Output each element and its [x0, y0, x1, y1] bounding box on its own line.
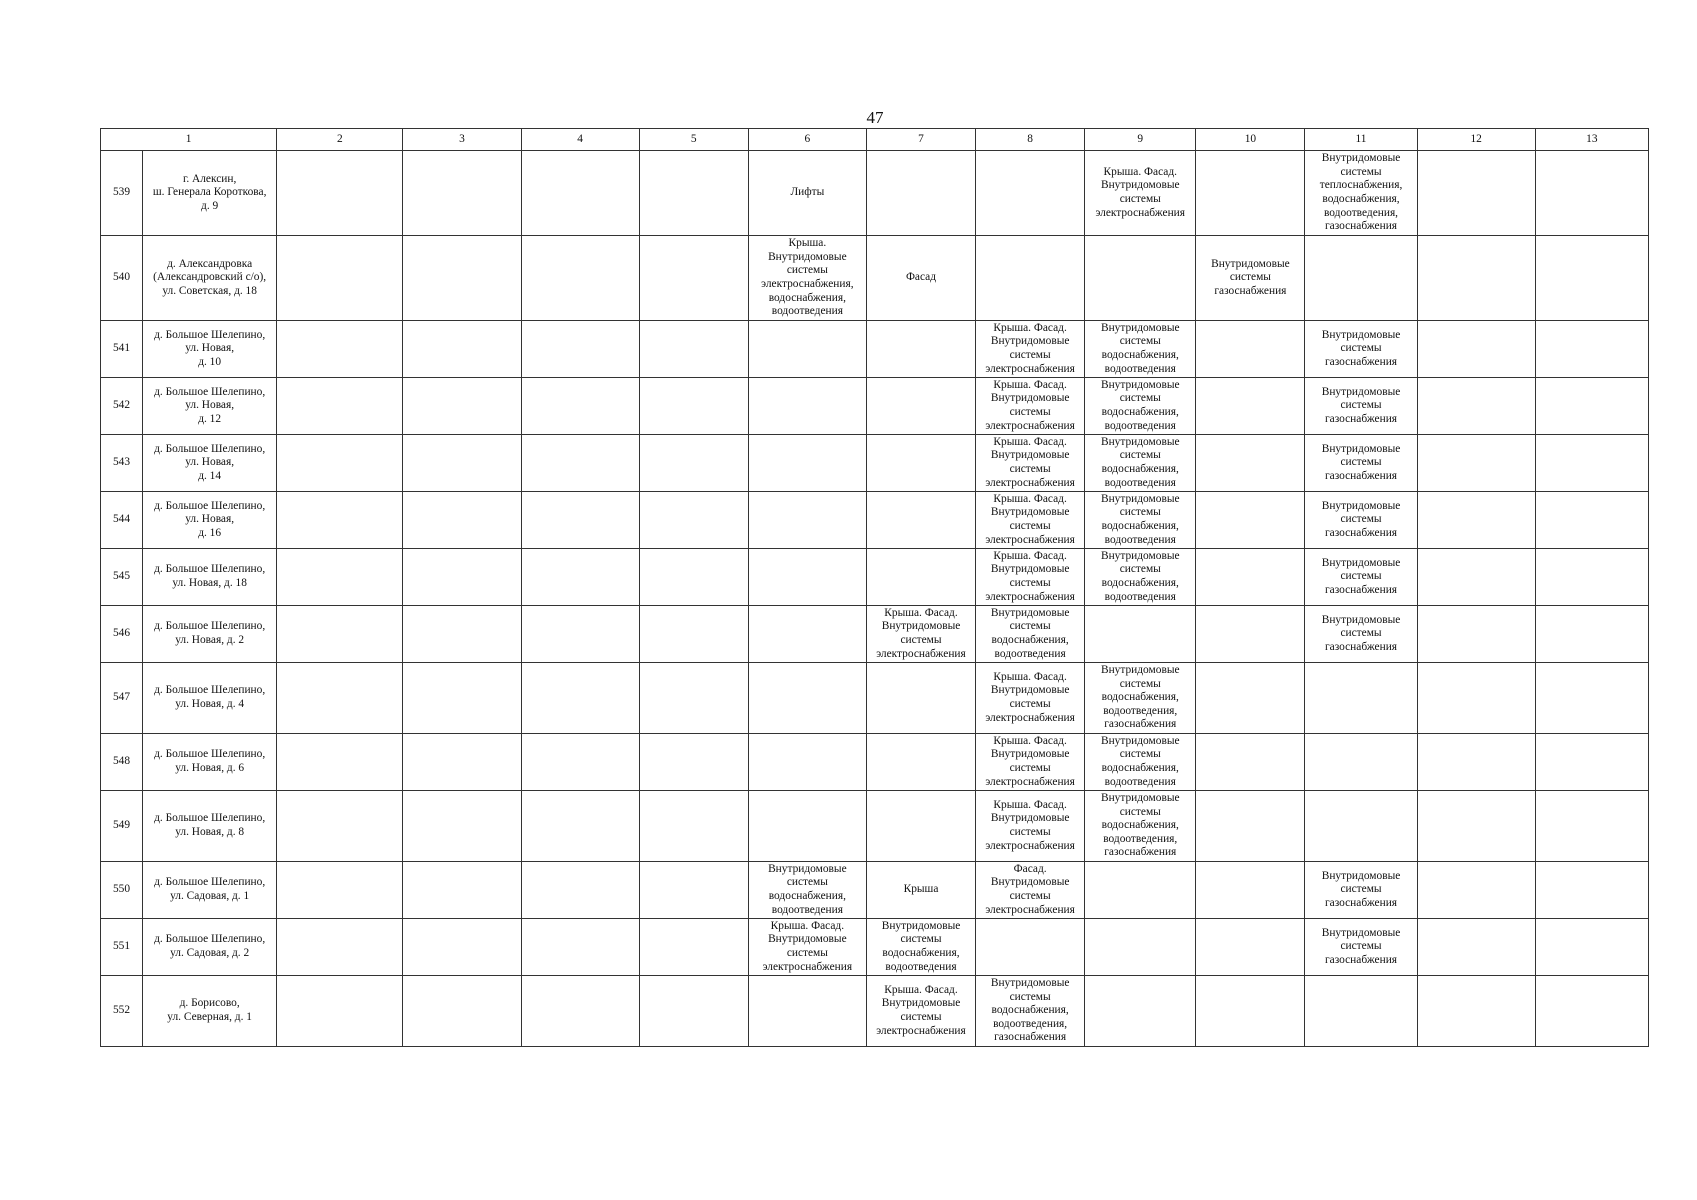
work-type-cell: Крыша. Фасад. Внутридомовые системы электроснабжения	[1085, 151, 1196, 236]
column-header: 5	[639, 129, 748, 151]
work-type-cell: Внутридомовые системы водоснабжения, водоотведения	[1085, 321, 1196, 378]
work-type-cell: Внутридомовые системы водоснабжения, водоотведения	[1085, 435, 1196, 492]
table-row	[101, 791, 1649, 862]
table-row	[101, 236, 1649, 321]
work-type-cell	[1085, 862, 1196, 919]
work-type-cell: Внутридомовые системы водоснабжения, водоотведения, газоснабжения	[1085, 791, 1196, 862]
work-type-cell	[277, 862, 403, 919]
work-type-cell	[1417, 606, 1535, 663]
work-type-cell	[976, 919, 1085, 976]
address-cell: д. Большое Шелепино, ул. Новая, д. 18	[143, 549, 277, 606]
work-type-cell: Крыша. Фасад. Внутридомовые системы электроснабжения	[976, 663, 1085, 734]
work-type-cell: Крыша. Фасад. Внутридомовые системы электроснабжения	[976, 549, 1085, 606]
work-type-cell	[521, 976, 639, 1047]
work-type-cell	[1417, 919, 1535, 976]
work-type-cell	[639, 492, 748, 549]
work-type-cell	[748, 549, 866, 606]
work-type-cell	[1196, 663, 1305, 734]
work-type-cell	[639, 919, 748, 976]
work-type-cell	[866, 549, 975, 606]
work-type-cell: Крыша. Фасад. Внутридомовые системы электроснабжения	[976, 791, 1085, 862]
work-type-cell	[748, 492, 866, 549]
work-type-cell	[403, 919, 521, 976]
work-type-cell	[403, 606, 521, 663]
work-type-cell	[1305, 663, 1417, 734]
work-type-cell	[866, 734, 975, 791]
work-type-cell: Крыша. Фасад. Внутридомовые системы электроснабжения	[976, 734, 1085, 791]
table-row	[101, 606, 1649, 663]
table-row	[101, 663, 1649, 734]
column-header: 10	[1196, 129, 1305, 151]
table-row	[101, 321, 1649, 378]
work-type-cell: Крыша. Фасад. Внутридомовые системы электроснабжения	[976, 435, 1085, 492]
page-number: 47	[866, 108, 884, 127]
work-type-cell	[1535, 734, 1648, 791]
address-cell: д. Большое Шелепино, ул. Новая, д. 14	[143, 435, 277, 492]
work-type-cell	[403, 378, 521, 435]
row-number-cell: 542	[101, 378, 143, 435]
work-type-cell	[748, 321, 866, 378]
work-type-cell	[866, 378, 975, 435]
work-type-cell: Внутридомовые системы газоснабжения	[1305, 862, 1417, 919]
work-type-cell	[976, 236, 1085, 321]
work-type-cell: Внутридомовые системы водоснабжения, водоотведения	[1085, 734, 1196, 791]
column-header: 1	[101, 129, 277, 151]
work-type-cell	[277, 321, 403, 378]
work-type-cell	[1535, 435, 1648, 492]
column-header: 8	[976, 129, 1085, 151]
work-type-cell	[1535, 919, 1648, 976]
column-header: 11	[1305, 129, 1417, 151]
work-type-cell	[1085, 976, 1196, 1047]
table-row	[101, 151, 1649, 236]
work-type-cell	[1196, 976, 1305, 1047]
table-row	[101, 976, 1649, 1047]
address-cell: г. Алексин, ш. Генерала Короткова, д. 9	[143, 151, 277, 236]
work-type-cell	[1196, 151, 1305, 236]
work-type-cell	[639, 378, 748, 435]
work-type-cell	[277, 435, 403, 492]
work-type-cell	[277, 492, 403, 549]
table-row	[101, 549, 1649, 606]
work-type-cell	[403, 236, 521, 321]
work-type-cell	[1417, 435, 1535, 492]
column-header: 7	[866, 129, 975, 151]
work-type-cell: Крыша. Фасад. Внутридомовые системы электроснабжения	[976, 378, 1085, 435]
work-type-cell	[748, 791, 866, 862]
row-number-cell: 540	[101, 236, 143, 321]
work-type-cell	[1417, 321, 1535, 378]
table-row	[101, 919, 1649, 976]
table-row	[101, 734, 1649, 791]
work-type-cell	[403, 734, 521, 791]
work-type-cell	[1196, 378, 1305, 435]
column-header: 6	[748, 129, 866, 151]
work-type-cell	[521, 791, 639, 862]
work-type-cell	[521, 862, 639, 919]
work-type-cell	[1417, 549, 1535, 606]
work-type-cell	[521, 663, 639, 734]
work-type-cell: Фасад. Внутридомовые системы электроснабжения	[976, 862, 1085, 919]
work-type-cell	[639, 663, 748, 734]
column-header: 3	[403, 129, 521, 151]
work-type-cell	[277, 734, 403, 791]
row-number-cell: 546	[101, 606, 143, 663]
work-type-cell	[1085, 236, 1196, 321]
work-type-cell	[1196, 492, 1305, 549]
column-header: 4	[521, 129, 639, 151]
work-type-cell	[1535, 791, 1648, 862]
work-type-cell	[1417, 378, 1535, 435]
work-type-cell: Крыша	[866, 862, 975, 919]
work-type-cell	[1535, 663, 1648, 734]
work-type-cell	[1196, 435, 1305, 492]
work-type-cell	[277, 791, 403, 862]
work-type-cell	[403, 976, 521, 1047]
work-type-cell: Крыша. Внутридомовые системы электроснабжения, водоснабжения, водоотведения	[748, 236, 866, 321]
work-type-cell	[403, 492, 521, 549]
work-type-cell	[1535, 236, 1648, 321]
work-type-cell	[639, 321, 748, 378]
work-type-cell	[277, 976, 403, 1047]
work-type-cell	[748, 606, 866, 663]
work-type-cell	[1085, 606, 1196, 663]
work-type-cell: Крыша. Фасад. Внутридомовые системы электроснабжения	[976, 492, 1085, 549]
work-type-cell: Внутридомовые системы водоснабжения, водоотведения, газоснабжения	[976, 976, 1085, 1047]
work-type-cell: Крыша. Фасад. Внутридомовые системы электроснабжения	[748, 919, 866, 976]
work-type-cell	[1196, 862, 1305, 919]
work-type-cell	[1196, 606, 1305, 663]
work-type-cell	[639, 606, 748, 663]
work-type-cell	[1417, 976, 1535, 1047]
work-type-cell	[1417, 236, 1535, 321]
work-type-cell: Внутридомовые системы водоснабжения, водоотведения	[1085, 378, 1196, 435]
row-number-cell: 549	[101, 791, 143, 862]
table-row	[101, 378, 1649, 435]
work-type-cell	[521, 492, 639, 549]
column-number-row	[101, 129, 1649, 151]
work-type-cell: Внутридомовые системы водоснабжения, водоотведения	[1085, 549, 1196, 606]
work-type-cell	[403, 435, 521, 492]
work-type-cell	[1196, 791, 1305, 862]
table-body	[101, 151, 1649, 1047]
work-type-cell	[866, 151, 975, 236]
address-cell: д. Большое Шелепино, ул. Садовая, д. 1	[143, 862, 277, 919]
work-type-cell	[748, 663, 866, 734]
work-type-cell: Крыша. Фасад. Внутридомовые системы электроснабжения	[866, 976, 975, 1047]
work-type-cell: Внутридомовые системы газоснабжения	[1305, 606, 1417, 663]
row-number-cell: 541	[101, 321, 143, 378]
work-type-cell	[521, 321, 639, 378]
work-type-cell	[866, 492, 975, 549]
table-row	[101, 492, 1649, 549]
repair-schedule-table	[100, 128, 1649, 1047]
work-type-cell	[1305, 976, 1417, 1047]
work-type-cell	[1535, 378, 1648, 435]
work-type-cell	[277, 151, 403, 236]
work-type-cell	[639, 862, 748, 919]
work-type-cell	[1417, 791, 1535, 862]
work-type-cell	[866, 435, 975, 492]
column-header: 12	[1417, 129, 1535, 151]
work-type-cell	[277, 663, 403, 734]
row-number-cell: 539	[101, 151, 143, 236]
row-number-cell: 552	[101, 976, 143, 1047]
column-header: 13	[1535, 129, 1648, 151]
work-type-cell	[521, 378, 639, 435]
work-type-cell	[277, 606, 403, 663]
work-type-cell	[521, 734, 639, 791]
work-type-cell	[403, 663, 521, 734]
address-cell: д. Большое Шелепино, ул. Новая, д. 2	[143, 606, 277, 663]
work-type-cell	[639, 791, 748, 862]
work-type-cell: Крыша. Фасад. Внутридомовые системы электроснабжения	[866, 606, 975, 663]
work-type-cell: Внутридомовые системы водоснабжения, водоотведения	[976, 606, 1085, 663]
work-type-cell	[866, 321, 975, 378]
work-type-cell: Внутридомовые системы водоснабжения, водоотведения, газоснабжения	[1085, 663, 1196, 734]
work-type-cell	[1196, 734, 1305, 791]
work-type-cell	[277, 919, 403, 976]
work-type-cell	[1196, 919, 1305, 976]
work-type-cell: Внутридомовые системы водоснабжения, водоотведения	[748, 862, 866, 919]
work-type-cell	[639, 976, 748, 1047]
work-type-cell	[1085, 919, 1196, 976]
work-type-cell	[748, 734, 866, 791]
work-type-cell: Внутридомовые системы водоснабжения, водоотведения	[866, 919, 975, 976]
row-number-cell: 551	[101, 919, 143, 976]
work-type-cell	[1305, 734, 1417, 791]
work-type-cell: Внутридомовые системы газоснабжения	[1196, 236, 1305, 321]
work-type-cell	[1417, 151, 1535, 236]
work-type-cell: Внутридомовые системы газоснабжения	[1305, 435, 1417, 492]
column-header: 9	[1085, 129, 1196, 151]
work-type-cell	[277, 236, 403, 321]
work-type-cell	[748, 378, 866, 435]
work-type-cell	[403, 791, 521, 862]
work-type-cell	[1535, 976, 1648, 1047]
work-type-cell	[639, 734, 748, 791]
work-type-cell: Лифты	[748, 151, 866, 236]
work-type-cell	[866, 663, 975, 734]
work-type-cell: Внутридомовые системы газоснабжения	[1305, 321, 1417, 378]
work-type-cell: Внутридомовые системы газоснабжения	[1305, 549, 1417, 606]
work-type-cell	[639, 435, 748, 492]
address-cell: д. Борисово, ул. Северная, д. 1	[143, 976, 277, 1047]
table-row	[101, 862, 1649, 919]
work-type-cell	[1305, 236, 1417, 321]
work-type-cell	[403, 862, 521, 919]
work-type-cell	[639, 549, 748, 606]
work-type-cell	[521, 435, 639, 492]
work-type-cell	[521, 236, 639, 321]
work-type-cell	[976, 151, 1085, 236]
row-number-cell: 543	[101, 435, 143, 492]
address-cell: д. Большое Шелепино, ул. Новая, д. 8	[143, 791, 277, 862]
work-type-cell	[1417, 734, 1535, 791]
address-cell: д. Большое Шелепино, ул. Новая, д. 16	[143, 492, 277, 549]
work-type-cell	[1535, 862, 1648, 919]
work-type-cell	[403, 151, 521, 236]
row-number-cell: 545	[101, 549, 143, 606]
row-number-cell: 550	[101, 862, 143, 919]
work-type-cell: Внутридомовые системы водоснабжения, водоотведения	[1085, 492, 1196, 549]
work-type-cell	[403, 549, 521, 606]
work-type-cell	[1417, 492, 1535, 549]
column-header: 2	[277, 129, 403, 151]
work-type-cell: Крыша. Фасад. Внутридомовые системы электроснабжения	[976, 321, 1085, 378]
work-type-cell	[866, 791, 975, 862]
work-type-cell	[1305, 791, 1417, 862]
row-number-cell: 547	[101, 663, 143, 734]
row-number-cell: 544	[101, 492, 143, 549]
work-type-cell	[1535, 151, 1648, 236]
work-type-cell	[639, 151, 748, 236]
address-cell: д. Большое Шелепино, ул. Садовая, д. 2	[143, 919, 277, 976]
address-cell: д. Большое Шелепино, ул. Новая, д. 12	[143, 378, 277, 435]
address-cell: д. Большое Шелепино, ул. Новая, д. 4	[143, 663, 277, 734]
address-cell: д. Александровка (Александровский с/о), ул. Советская, д. 18	[143, 236, 277, 321]
work-type-cell	[1535, 321, 1648, 378]
work-type-cell: Внутридомовые системы теплоснабжения, водоснабжения, водоотведения, газоснабжения	[1305, 151, 1417, 236]
table-row	[101, 435, 1649, 492]
work-type-cell	[521, 549, 639, 606]
work-type-cell	[639, 236, 748, 321]
work-type-cell	[1417, 862, 1535, 919]
work-type-cell	[1535, 606, 1648, 663]
work-type-cell	[521, 151, 639, 236]
work-type-cell	[1535, 492, 1648, 549]
work-type-cell	[748, 976, 866, 1047]
address-cell: д. Большое Шелепино, ул. Новая, д. 6	[143, 734, 277, 791]
work-type-cell: Внутридомовые системы газоснабжения	[1305, 919, 1417, 976]
work-type-cell	[748, 435, 866, 492]
work-type-cell	[403, 321, 521, 378]
row-number-cell: 548	[101, 734, 143, 791]
work-type-cell	[521, 919, 639, 976]
work-type-cell	[1196, 549, 1305, 606]
work-type-cell	[521, 606, 639, 663]
work-type-cell	[277, 378, 403, 435]
work-type-cell	[1196, 321, 1305, 378]
work-type-cell	[1535, 549, 1648, 606]
work-type-cell	[277, 549, 403, 606]
work-type-cell: Фасад	[866, 236, 975, 321]
work-type-cell: Внутридомовые системы газоснабжения	[1305, 492, 1417, 549]
address-cell: д. Большое Шелепино, ул. Новая, д. 10	[143, 321, 277, 378]
work-type-cell: Внутридомовые системы газоснабжения	[1305, 378, 1417, 435]
work-type-cell	[1417, 663, 1535, 734]
